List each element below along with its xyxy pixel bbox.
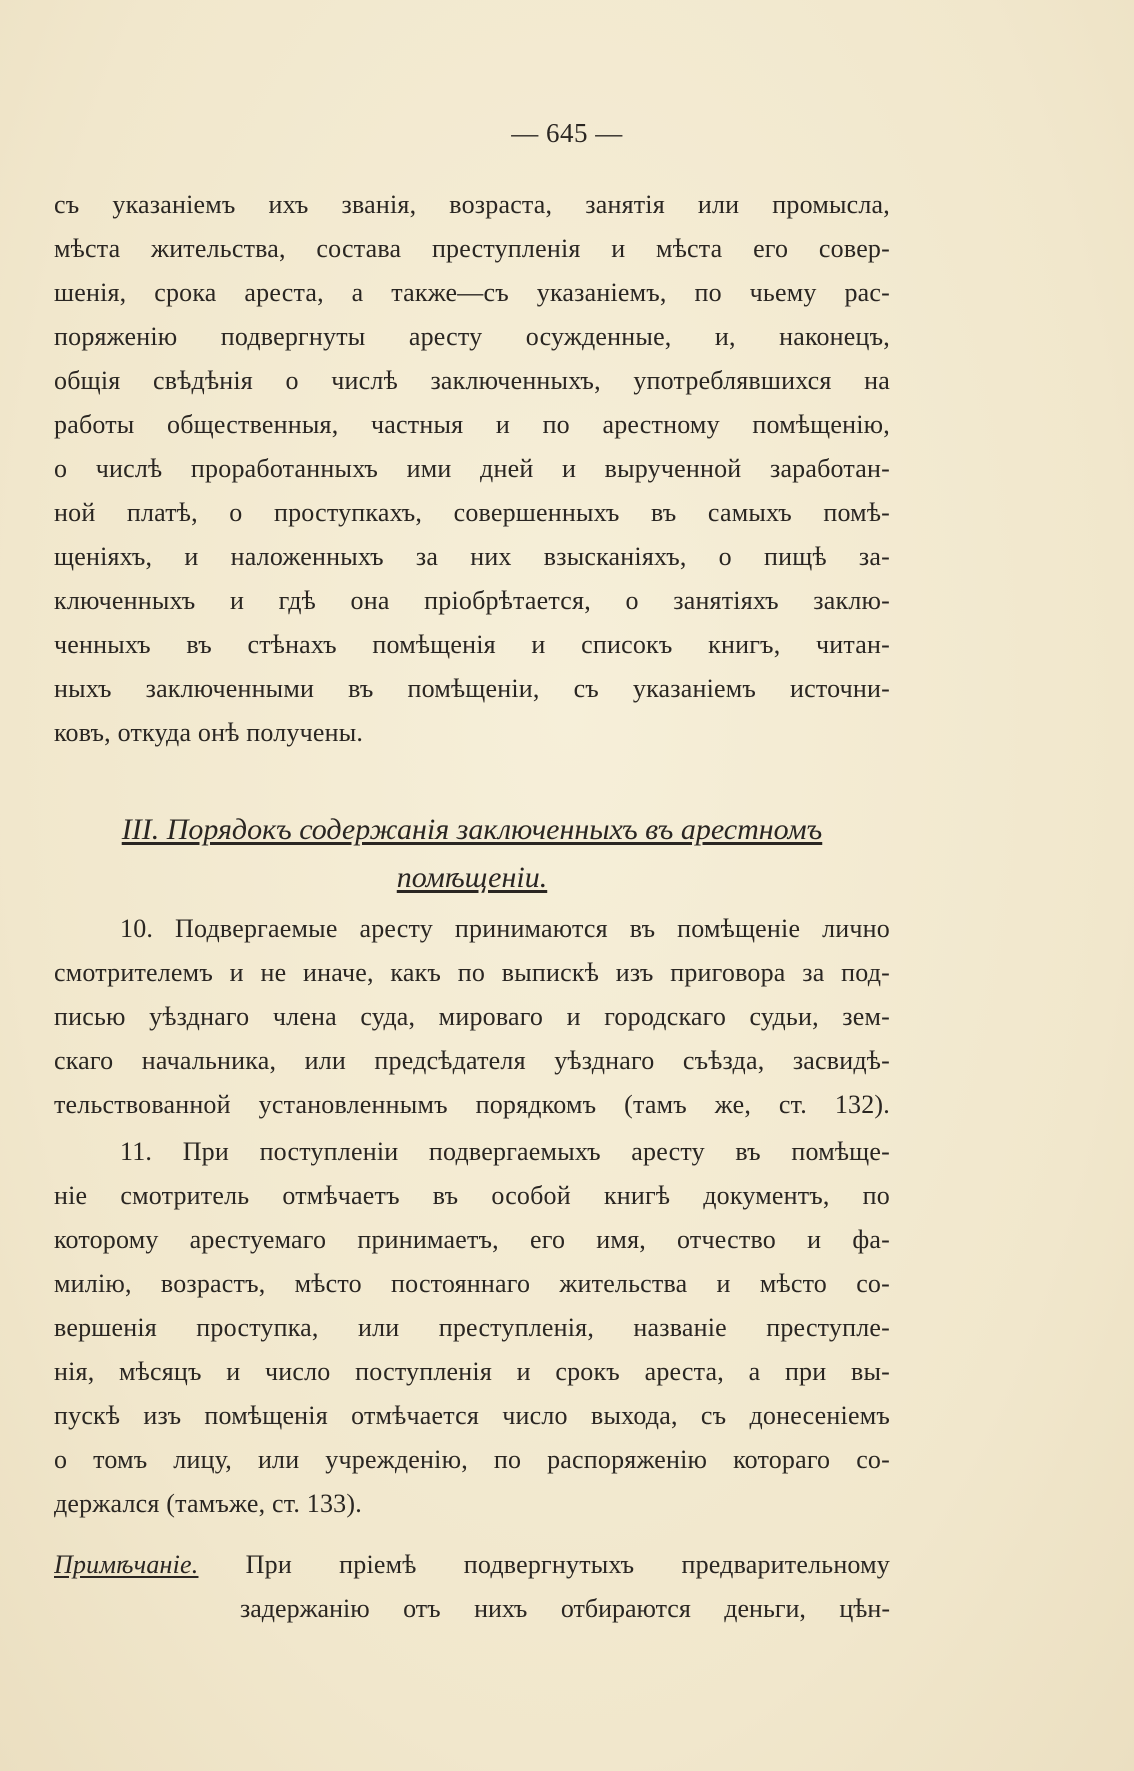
text-line: шенія, срока ареста, а также—съ указаніемъ, по чьему рас- (54, 278, 890, 307)
text-line: поряженію подвергнуты аресту осужденные, и, наконецъ, (54, 322, 890, 351)
paragraph-continued (54, 183, 890, 755)
section-heading-line-1: III. Порядокъ содержанія заключенныхъ въ арестномъ (121, 813, 823, 846)
text-line: 10. Подвергаемые аресту принимаются въ помѣщеніе лично (120, 914, 890, 943)
article-10 (54, 907, 890, 1127)
text-line: вершенія проступка, или преступленія, названіе преступле- (54, 1313, 890, 1342)
text-line: держался (тамъже, ст. 133). (54, 1489, 362, 1518)
text-line: работы общественныя, частныя и по арестному помѣщенію, (54, 410, 890, 439)
text-line: общія свѣдѣнія о числѣ заключенныхъ, употреблявшихся на (54, 366, 890, 395)
text-line: ключенныхъ и гдѣ она пріобрѣтается, о занятіяхъ заклю- (54, 586, 890, 615)
text-line: о томъ лицу, или учрежденію, по распоряженію котораго со- (54, 1445, 890, 1474)
text-line: щеніяхъ, и наложенныхъ за них взысканіяхъ, о пищѣ за- (54, 542, 890, 571)
text-line: ченныхъ въ стѣнахъ помѣщенія и списокъ книгъ, читан- (54, 630, 890, 659)
text-line: ніе смотритель отмѣчаетъ въ особой книгѣ документъ, по (54, 1181, 890, 1210)
text-line: ной платѣ, о проступкахъ, совершенныхъ въ самыхъ помѣ- (54, 498, 890, 527)
text-line: нія, мѣсяцъ и число поступленія и срокъ ареста, а при вы- (54, 1357, 890, 1386)
text-line: скаго начальника, или предсѣдателя уѣзднаго съѣзда, засвидѣ- (54, 1046, 890, 1075)
text-line: тельствованной установленнымъ порядкомъ (тамъ же, ст. 132). (54, 1090, 890, 1119)
text-line: 11. При поступленіи подвергаемыхъ аресту въ помѣще- (120, 1137, 890, 1166)
note-line-2: задержанію отъ нихъ отбираются деньги, цѣн- (240, 1594, 890, 1623)
text-line: пускѣ изъ помѣщенія отмѣчается число выхода, съ донесеніемъ (54, 1401, 890, 1430)
text-line: смотрителемъ и не иначе, какъ по выпискѣ изъ приговора за под- (54, 958, 890, 987)
text-line: мѣста жительства, состава преступленія и мѣста его совер- (54, 234, 890, 263)
note (54, 1543, 890, 1587)
note-line (54, 1543, 890, 1587)
text-line: писью уѣзднаго члена суда, мироваго и городскаго судьи, зем- (54, 1002, 890, 1031)
page-number: — 645 — (511, 118, 623, 148)
section-heading (54, 806, 890, 902)
text-line: которому арестуемаго принимаетъ, его имя, отчество и фа- (54, 1225, 890, 1254)
text-line: ныхъ заключенными въ помѣщеніи, съ указаніемъ источни- (54, 674, 890, 703)
note-label: Примѣчаніе. (54, 1550, 199, 1579)
text-line: о числѣ проработанныхъ ими дней и вырученной заработан- (54, 454, 890, 483)
note-text: При пріемѣ подвергнутыхъ предварительному (245, 1550, 890, 1579)
text-line: ковъ, откуда онѣ получены. (54, 718, 364, 747)
section-heading-line-2: помѣщеніи. (396, 861, 548, 894)
text-line: милію, возрастъ, мѣсто постояннаго жительства и мѣсто со- (54, 1269, 890, 1298)
text-line: съ указаніемъ ихъ званія, возраста, занятія или промысла, (54, 190, 890, 219)
article-11 (54, 1130, 890, 1526)
